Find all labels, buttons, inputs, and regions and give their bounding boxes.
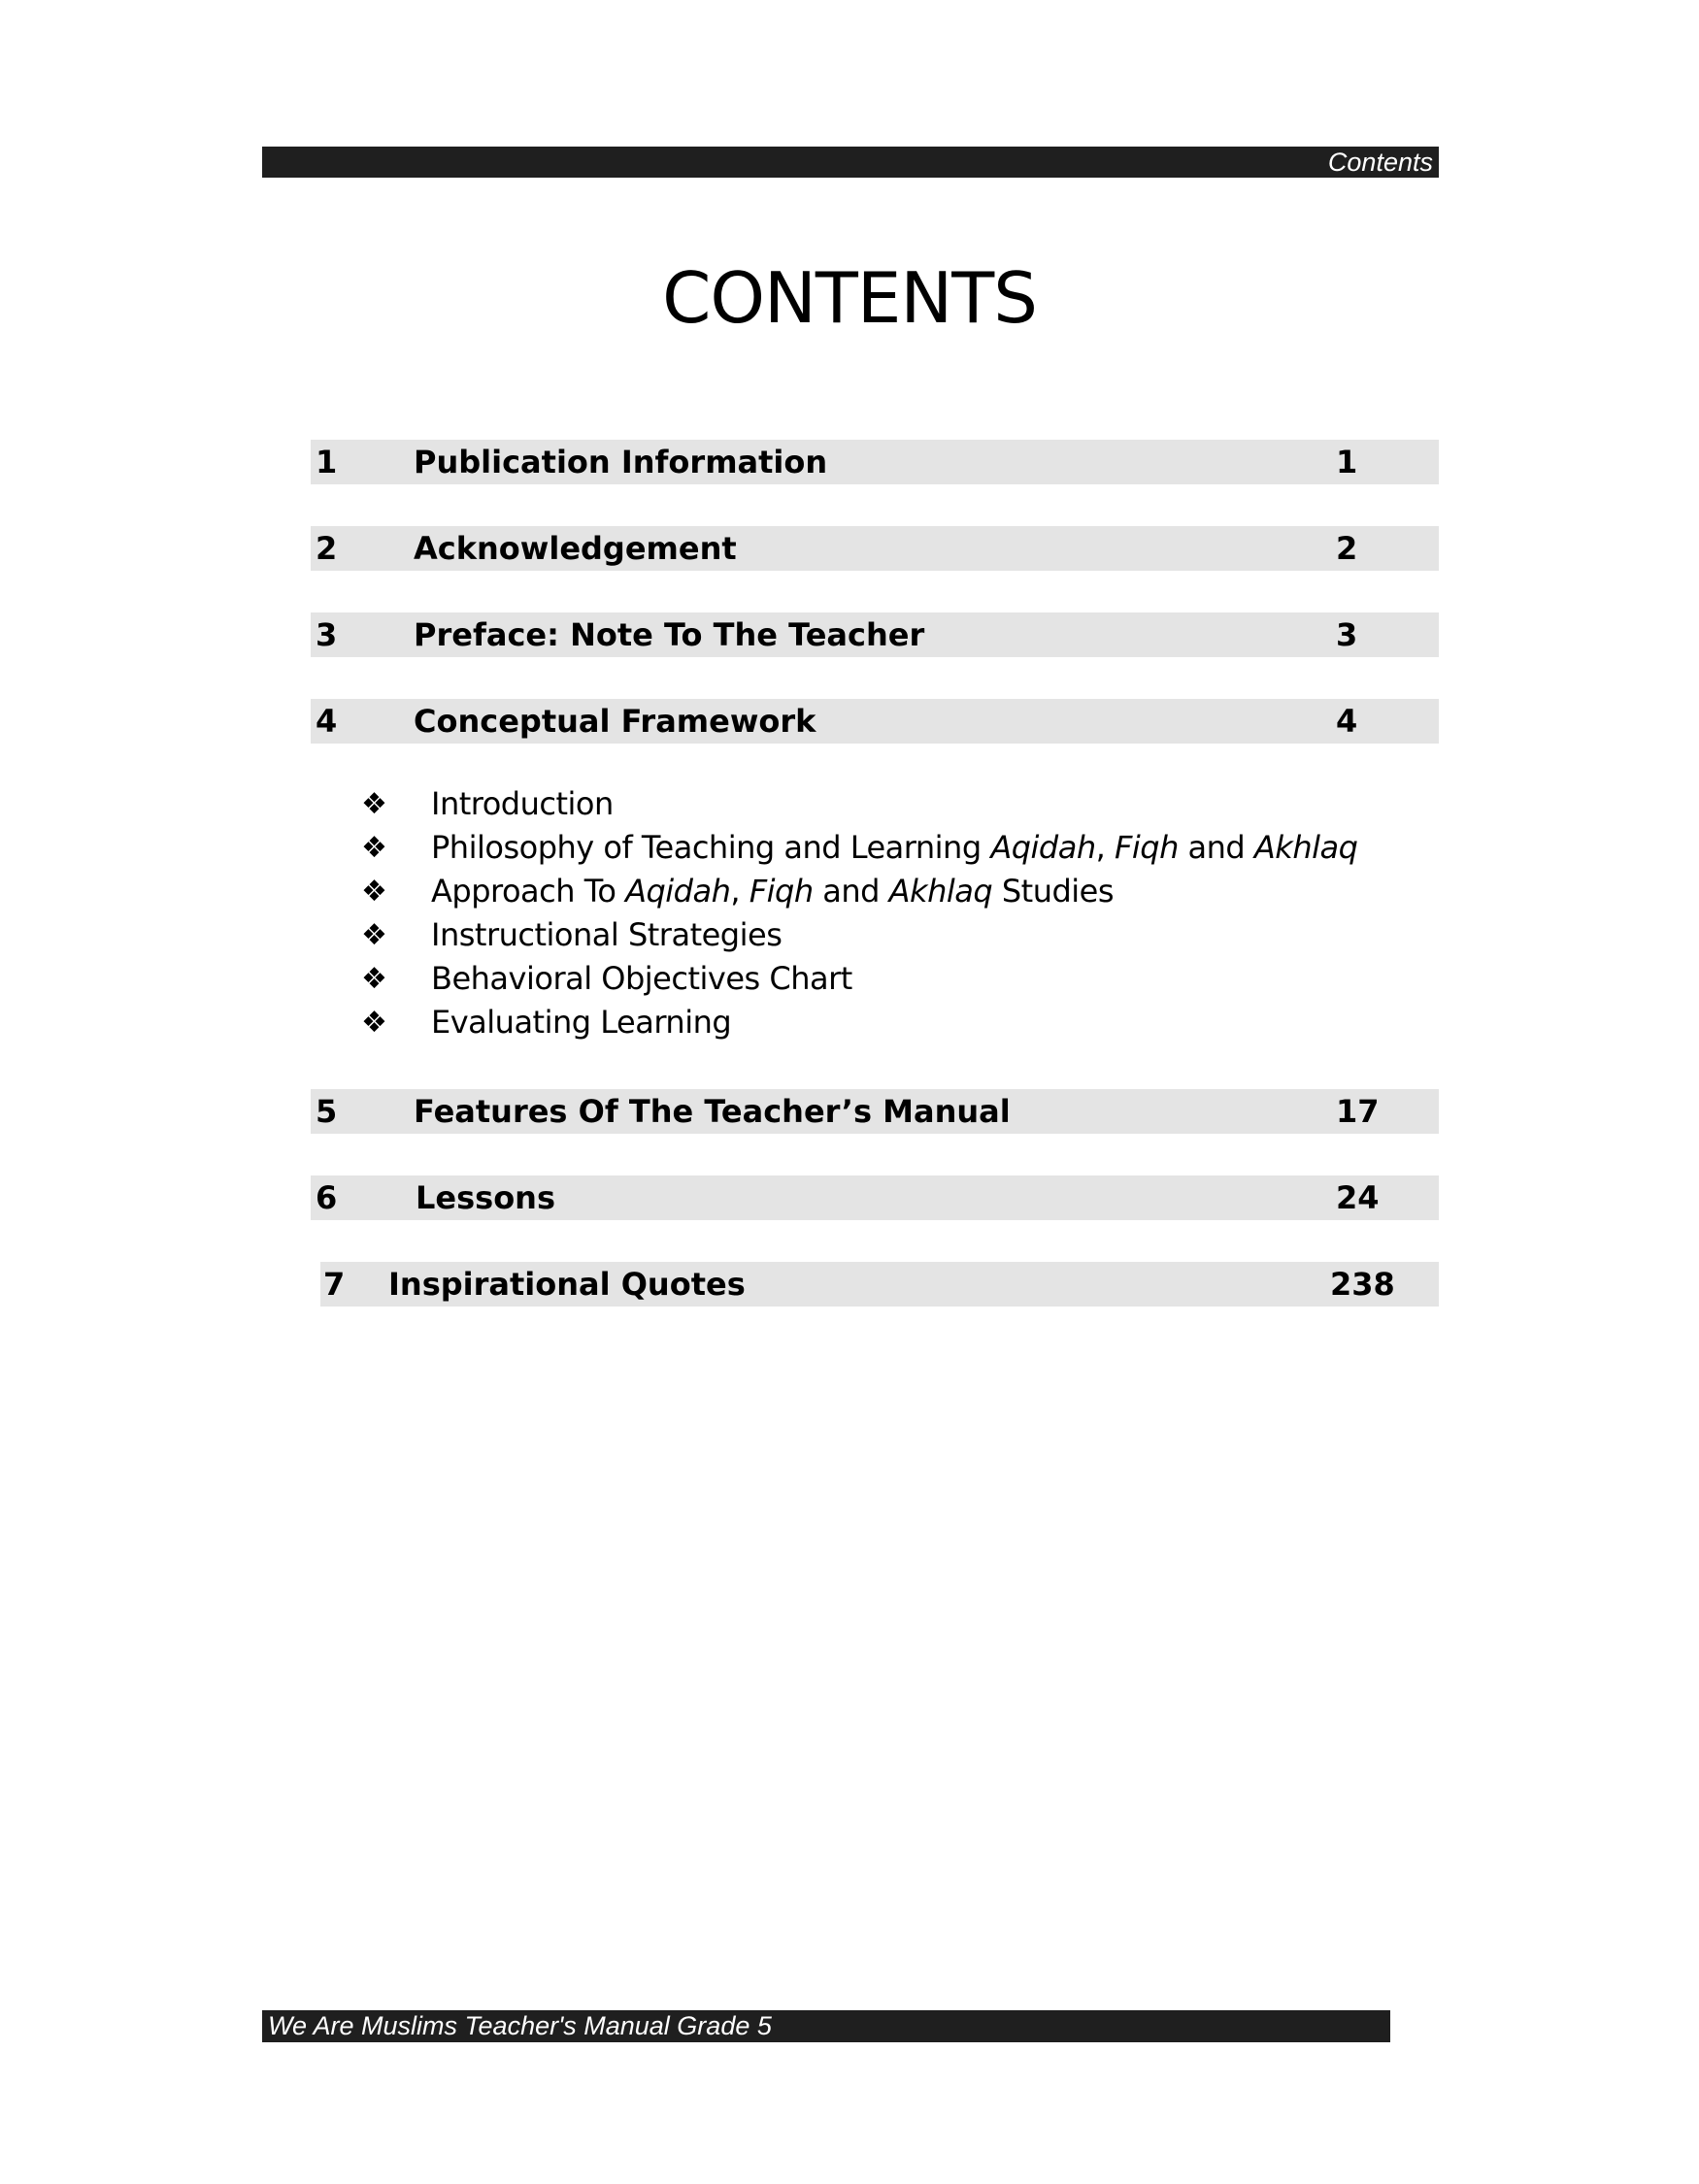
bullet-icon: ❖ bbox=[361, 787, 387, 821]
toc-row-preface bbox=[311, 612, 1439, 657]
toc-page: 1 bbox=[1336, 444, 1358, 480]
toc-title: Inspirational Quotes bbox=[388, 1266, 746, 1303]
bullet-icon: ❖ bbox=[361, 875, 387, 909]
toc-number: 5 bbox=[316, 1093, 338, 1130]
bullet-icon: ❖ bbox=[361, 831, 387, 865]
list-item-text: Evaluating Learning bbox=[431, 1004, 732, 1041]
toc-number: 4 bbox=[316, 703, 338, 740]
toc-page: 2 bbox=[1336, 530, 1358, 567]
bullet-icon: ❖ bbox=[361, 962, 387, 996]
toc-title: Acknowledgement bbox=[414, 530, 737, 567]
bullet-icon: ❖ bbox=[361, 918, 387, 952]
toc-row-inspirational-quotes bbox=[320, 1262, 1439, 1307]
list-item-text: Philosophy of Teaching and Learning Aqidah, Fiqh and Akhlaq bbox=[431, 829, 1358, 866]
toc-title: Publication Information bbox=[414, 444, 828, 480]
toc-title: Lessons bbox=[416, 1179, 555, 1216]
toc-page: 238 bbox=[1330, 1266, 1395, 1303]
toc-page: 4 bbox=[1336, 703, 1358, 740]
toc-page: 3 bbox=[1336, 616, 1358, 653]
toc-number: 7 bbox=[323, 1266, 346, 1303]
toc-title: Features Of The Teacher’s Manual bbox=[414, 1093, 1011, 1130]
toc-number: 1 bbox=[316, 444, 338, 480]
toc-row-publication-information bbox=[311, 440, 1439, 484]
toc-title: Preface: Note To The Teacher bbox=[414, 616, 925, 653]
toc-number: 3 bbox=[316, 616, 338, 653]
toc-row-features bbox=[311, 1089, 1439, 1134]
toc-row-acknowledgement bbox=[311, 526, 1439, 571]
toc-number: 2 bbox=[316, 530, 338, 567]
bullet-icon: ❖ bbox=[361, 1006, 387, 1040]
header-bar bbox=[262, 147, 1439, 178]
footer-bar bbox=[262, 2010, 1390, 2042]
list-item-text: Approach To Aqidah, Fiqh and Akhlaq Studies bbox=[431, 873, 1115, 910]
toc-row-lessons bbox=[311, 1175, 1439, 1220]
toc-title: Conceptual Framework bbox=[414, 703, 816, 740]
list-item-text: Instructional Strategies bbox=[431, 916, 783, 953]
list-item-text: Behavioral Objectives Chart bbox=[431, 960, 852, 997]
page-title: CONTENTS bbox=[662, 257, 1037, 339]
header-label: Contents bbox=[1327, 148, 1433, 177]
list-item-text: Introduction bbox=[431, 785, 614, 822]
toc-row-conceptual-framework bbox=[311, 699, 1439, 744]
footer-label: We Are Muslims Teacher's Manual Grade 5 bbox=[268, 2011, 772, 2040]
toc-number: 6 bbox=[316, 1179, 338, 1216]
toc-page: 17 bbox=[1336, 1093, 1380, 1130]
toc-page: 24 bbox=[1336, 1179, 1380, 1216]
